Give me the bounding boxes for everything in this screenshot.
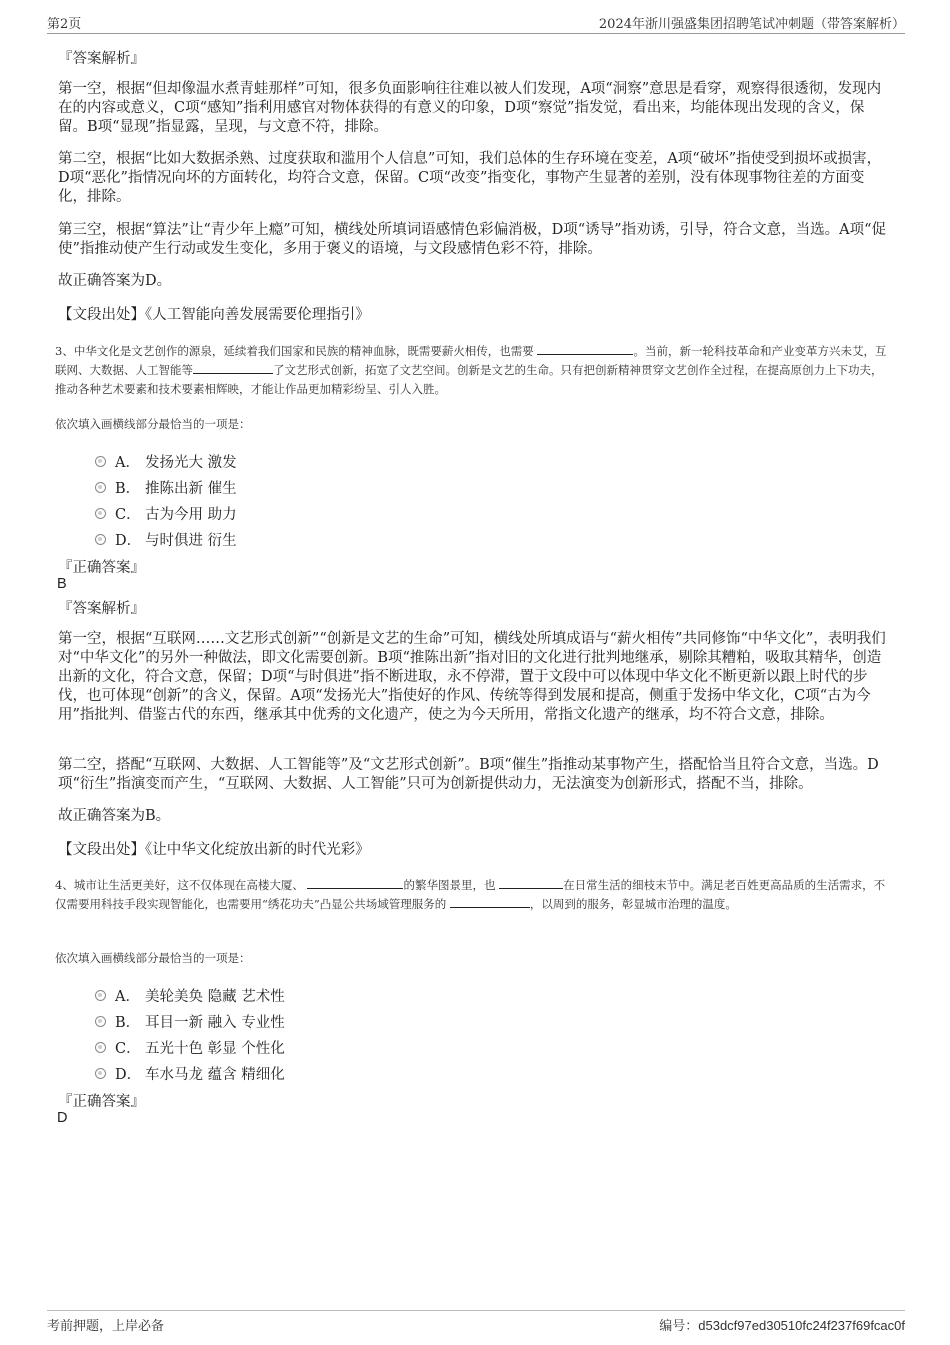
q2-analysis-label: 『答案解析』 (58, 51, 145, 67)
q4-blank-1 (307, 876, 403, 889)
radio-icon[interactable] (95, 1042, 106, 1053)
q2-analysis-para-2: 第二空，根据“比如大数据杀熟、过度获取和滥用个人信息”可知，我们总体的生存环境在变差，A项“破坏”指使受到损坏或损害，D项“恶化”指情况向坏的方面转化，均符合文意，保留。C项“改变”指变化，事物产生显著的差别，没有体现事物往差的方面变化，排除。 (58, 151, 882, 205)
q3-source: 【文段出处】《让中华文化绽放出新的时代光彩》 (58, 842, 370, 858)
radio-icon[interactable] (95, 482, 106, 493)
q3-blank-2 (193, 361, 273, 374)
footer-slogan: 考前押题，上岸必备 (47, 1319, 165, 1334)
q4-stem-part-4: ，以周到的服务，彰显城市治理的温度。 (529, 897, 737, 911)
option-text: 与时俱进 衍生 (145, 533, 237, 549)
q3-blank-1 (537, 342, 633, 355)
option-key: A． (115, 455, 140, 471)
q4-answer: D (57, 1110, 68, 1126)
q4-prompt: 依次填入画横线部分最恰当的一项是： (55, 951, 251, 965)
radio-icon[interactable] (95, 456, 106, 467)
option-key: B． (115, 481, 141, 497)
q3-stem-part-3: 了文艺形式创新，拓宽了文艺空间。创新是文艺的生命。只有把创新精神贯穿文艺创作全过程，在提高原创力上下功夫，推动各种艺术要素和技术要素相辉映，才能让作品更加精彩纷呈、引人入胜。 (55, 363, 883, 396)
footer-code-value: d53dcf97ed30510fc24f237f69fcac0f (698, 1318, 905, 1333)
q3-prompt: 依次填入画横线部分最恰当的一项是： (55, 417, 251, 431)
page-footer (47, 1310, 905, 1333)
q4-stem-part-3: 在日常生活的细枝末节中。满足老百姓更高品质的生活需求，不仅需要用科技手段实现智能化，也需要用“绣花功夫”凸显公共场域管理服务的 (55, 878, 886, 911)
q4-answer-label: 『正确答案』 (58, 1094, 145, 1110)
q2-analysis-para-3: 第三空，根据“算法”让“青少年上瘾”可知，横线处所填词语感情色彩偏消极，D项“诱导”指劝诱，引导，符合文意，当选。A项“促使”指推动使产生行动或发生变化，多用于褒义的语境，与文段感情色彩不符，排除。 (58, 222, 886, 257)
q3-stem-part-1: 3、中华文化是文艺创作的源泉，延续着我们国家和民族的精神血脉，既需要薪火相传，也需要 (55, 344, 534, 358)
q4-stem-part-2: 的繁华图景里，也 (403, 878, 496, 892)
option-text: 耳目一新 融入 专业性 (145, 1015, 285, 1031)
option-key: D． (115, 1067, 142, 1083)
document-title: 2024年浙川强盛集团招聘笔试冲刺题（带答案解析） (598, 17, 905, 32)
page-header (47, 13, 905, 34)
q2-conclusion: 故正确答案为D。 (58, 273, 172, 289)
q4-blank-2 (499, 876, 563, 889)
q3-answer: B (57, 576, 67, 592)
option-text: 发扬光大 激发 (145, 455, 237, 471)
option-key: A． (115, 989, 140, 1005)
q4-stem-part-1: 4、城市让生活更美好，这不仅体现在高楼大厦、 (55, 878, 304, 892)
q2-analysis-para-1: 第一空，根据“但却像温水煮青蛙那样”可知，很多负面影响往往难以被人们发现，A项“洞察”意思是看穿，观察得很透彻，发现内在的内容或意义，C项“感知”指利用感官对物体获得的有意义的印象，D项“察觉”指发觉，看出来，均能体现出发现的含义，保留。B项“显现”指显露，呈现，与文意不符，排除。 (58, 81, 882, 135)
footer-code-label: 编号： (659, 1319, 699, 1334)
radio-icon[interactable] (95, 1068, 106, 1079)
option-key: C． (115, 507, 141, 523)
q3-analysis-para-1: 第一空，根据“互联网……文艺形式创新”“创新是文艺的生命”可知，横线处所填成语与“薪火相传”共同修饰“中华文化”，表明我们对“中华文化”的另外一种做法，即文化需要创新。B项“推陈出新”指对旧的文化进行批判地继承，剔除其糟粕，吸取其精华，创造出新的文化，符合文意，保留；D项“与时俱进”指不断进取，永不停滞，置于文段中可以体现中华文化不断更新以跟上时代的步伐，也可体现“创新”的含义，保留。A项“发扬光大”指使好的作风、传统等得到发展和提高，侧重于发扬中华文化，C项“古为今用”指批判、借鉴古代的东西，继承其中优秀的文化遗产，使之为今天所用，常指文化遗产的继承，均不符合文意，排除。 (58, 631, 886, 723)
q4-blank-3 (450, 895, 530, 908)
page-number: 第2页 (47, 17, 82, 32)
q4-stem (55, 876, 890, 914)
option-text: 美轮美奂 隐藏 艺术性 (145, 989, 285, 1005)
option-key: C． (115, 1041, 141, 1057)
option-key: D． (115, 533, 142, 549)
option-text: 五光十色 彰显 个性化 (145, 1041, 285, 1057)
option-text: 推陈出新 催生 (145, 481, 237, 497)
radio-icon[interactable] (95, 508, 106, 519)
radio-icon[interactable] (95, 990, 106, 1001)
radio-icon[interactable] (95, 1016, 106, 1027)
q3-analysis-para-2: 第二空，搭配“互联网、大数据、人工智能等”及“文艺形式创新”。B项“催生”指推动某事物产生，搭配恰当且符合文意，当选。D项“衍生”指演变而产生，“互联网、大数据、人工智能”只可为创新提供动力，无法演变为创新形式，搭配不当，排除。 (58, 757, 879, 792)
q3-stem-part-2: 。当前，新一轮科技革命和产业变革方兴未艾，互联网、大数据、人工智能等 (55, 344, 887, 377)
q3-conclusion: 故正确答案为B。 (58, 808, 171, 824)
q3-stem (55, 342, 890, 399)
q3-analysis-label: 『答案解析』 (58, 601, 145, 617)
option-text: 车水马龙 蕴含 精细化 (145, 1067, 285, 1083)
q2-source: 【文段出处】《人工智能向善发展需要伦理指引》 (58, 307, 370, 323)
footer-code (659, 1315, 905, 1334)
q3-answer-label: 『正确答案』 (58, 560, 145, 576)
option-text: 古为今用 助力 (145, 507, 237, 523)
option-key: B． (115, 1015, 141, 1031)
radio-icon[interactable] (95, 534, 106, 545)
